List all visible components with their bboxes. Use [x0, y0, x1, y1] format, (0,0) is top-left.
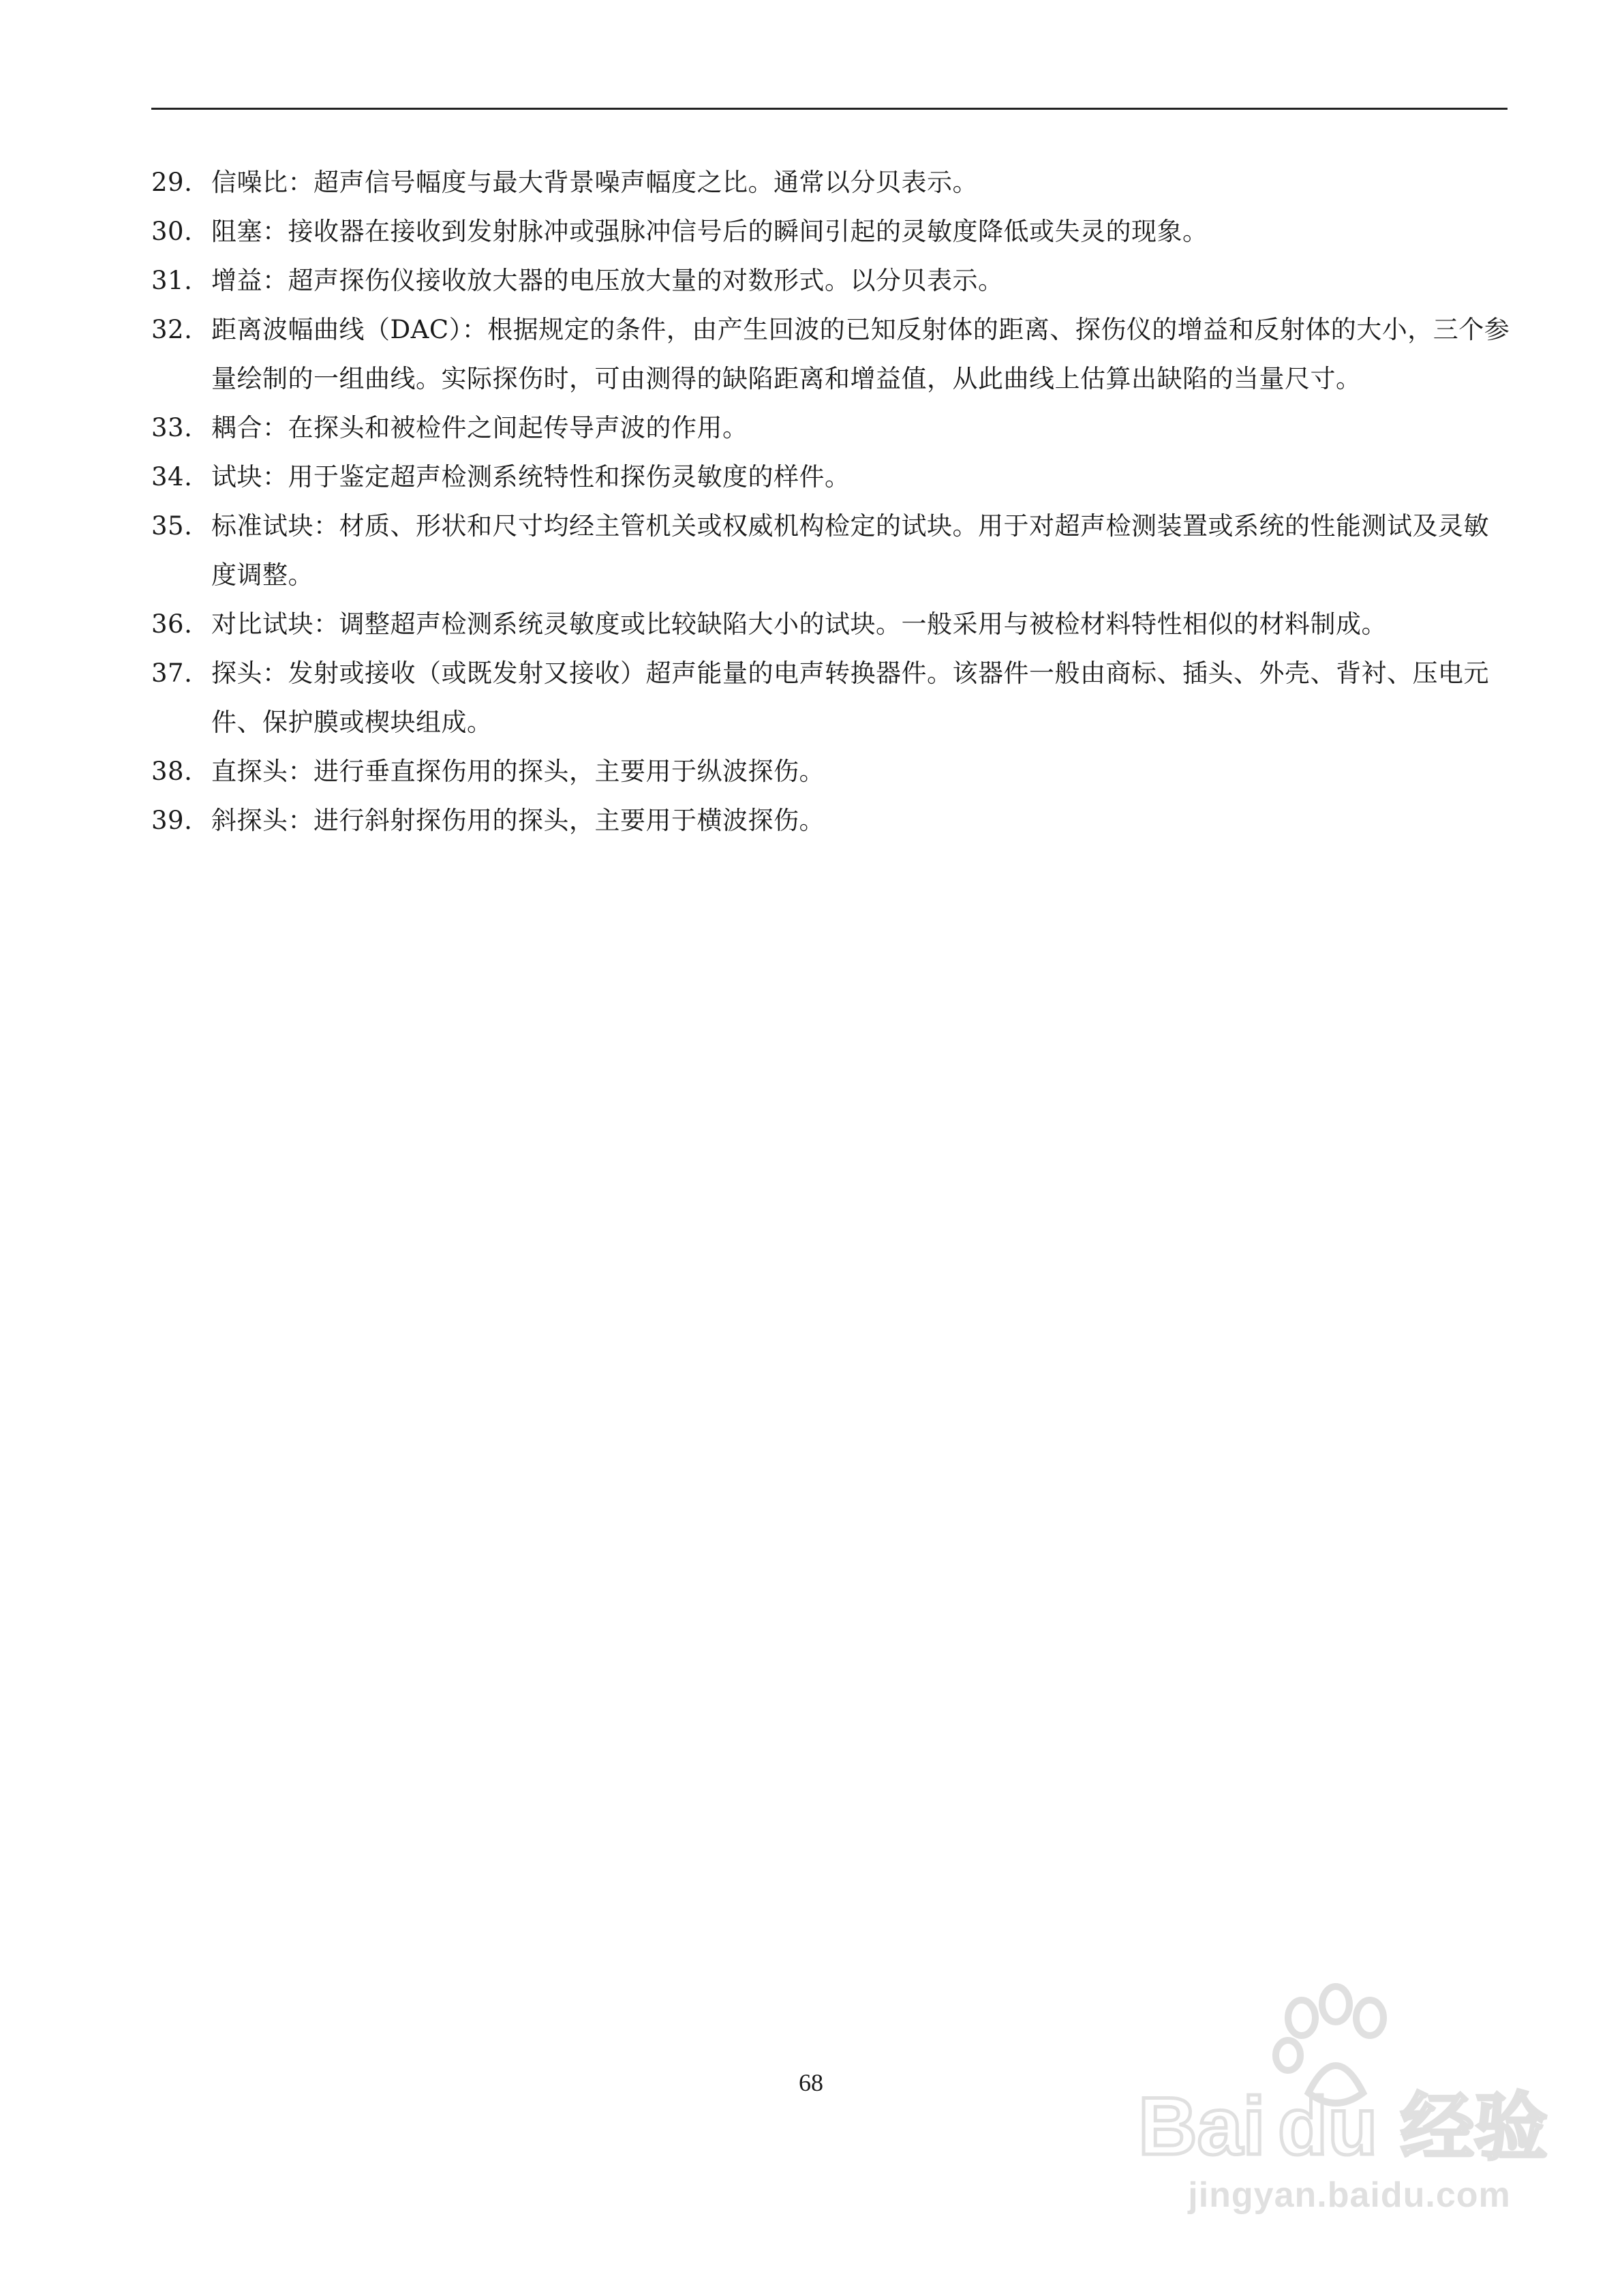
- svg-text:du: du: [1278, 2081, 1378, 2172]
- list-item: [151, 747, 1514, 796]
- list-item: [151, 404, 1514, 453]
- item-number: 33.: [151, 413, 193, 442]
- definition-list: [151, 158, 1514, 845]
- list-item: [151, 649, 1514, 747]
- item-text: 直探头：进行垂直探伤用的探头，主要用于纵波探伤。: [211, 757, 825, 786]
- list-item: [151, 796, 1514, 845]
- list-item: [151, 158, 1514, 207]
- list-item: [151, 502, 1514, 600]
- item-text: 信噪比：超声信号幅度与最大背景噪声幅度之比。通常以分贝表示。: [211, 168, 978, 197]
- item-number: 35.: [151, 511, 193, 541]
- item-text: 对比试块：调整超声检测系统灵敏度或比较缺陷大小的试块。一般采用与被检材料特性相似的材料制成。: [211, 609, 1387, 639]
- item-number: 34.: [151, 462, 193, 492]
- item-text: 斜探头：进行斜射探伤用的探头，主要用于横波探伤。: [211, 806, 825, 835]
- list-item: [151, 207, 1514, 256]
- page-number: 68: [799, 2069, 823, 2096]
- item-text: 试块：用于鉴定超声检测系统特性和探伤灵敏度的样件。: [211, 462, 851, 492]
- item-number: 31.: [151, 266, 193, 295]
- list-item: [151, 600, 1514, 649]
- header-rule: [151, 108, 1508, 110]
- watermark-url: jingyan.baidu.com: [1188, 2175, 1511, 2215]
- item-text: 增益：超声探伤仪接收放大器的电压放大量的对数形式。以分贝表示。: [211, 266, 1004, 295]
- item-number: 39.: [151, 806, 193, 835]
- baidu-paw-logo-icon: [1131, 1970, 1567, 2175]
- svg-text:经验: 经验: [1401, 2085, 1548, 2171]
- item-text: 阻塞：接收器在接收到发射脉冲或强脉冲信号后的瞬间引起的灵敏度降低或失灵的现象。: [211, 217, 1208, 246]
- item-number: 37.: [151, 659, 193, 688]
- item-number: 30.: [151, 217, 193, 246]
- item-text: 耦合：在探头和被检件之间起传导声波的作用。: [211, 413, 748, 442]
- item-text: 标准试块：材质、形状和尺寸均经主管机关或权威机构检定的试块。用于对超声检测装置或系统的性能测试及灵敏度调整。: [211, 511, 1489, 590]
- item-number: 38.: [151, 757, 193, 786]
- item-text: 距离波幅曲线（DAC）：根据规定的条件，由产生回波的已知反射体的距离、探伤仪的增益和反射体的大小，三个参量绘制的一组曲线。实际探伤时，可由测得的缺陷距离和增益值，从此曲线上估算出缺陷的当量尺寸。: [211, 315, 1510, 393]
- svg-text:Bai: Bai: [1138, 2081, 1266, 2172]
- item-number: 29.: [151, 168, 193, 197]
- list-item: [151, 256, 1514, 305]
- list-item: [151, 453, 1514, 502]
- item-number: 36.: [151, 609, 193, 639]
- list-item: [151, 305, 1514, 404]
- item-number: 32.: [151, 315, 193, 344]
- baidu-jingyan-watermark: [1131, 1970, 1567, 2216]
- item-text: 探头：发射或接收（或既发射又接收）超声能量的电声转换器件。该器件一般由商标、插头、外壳、背衬、压电元件、保护膜或楔块组成。: [211, 659, 1489, 737]
